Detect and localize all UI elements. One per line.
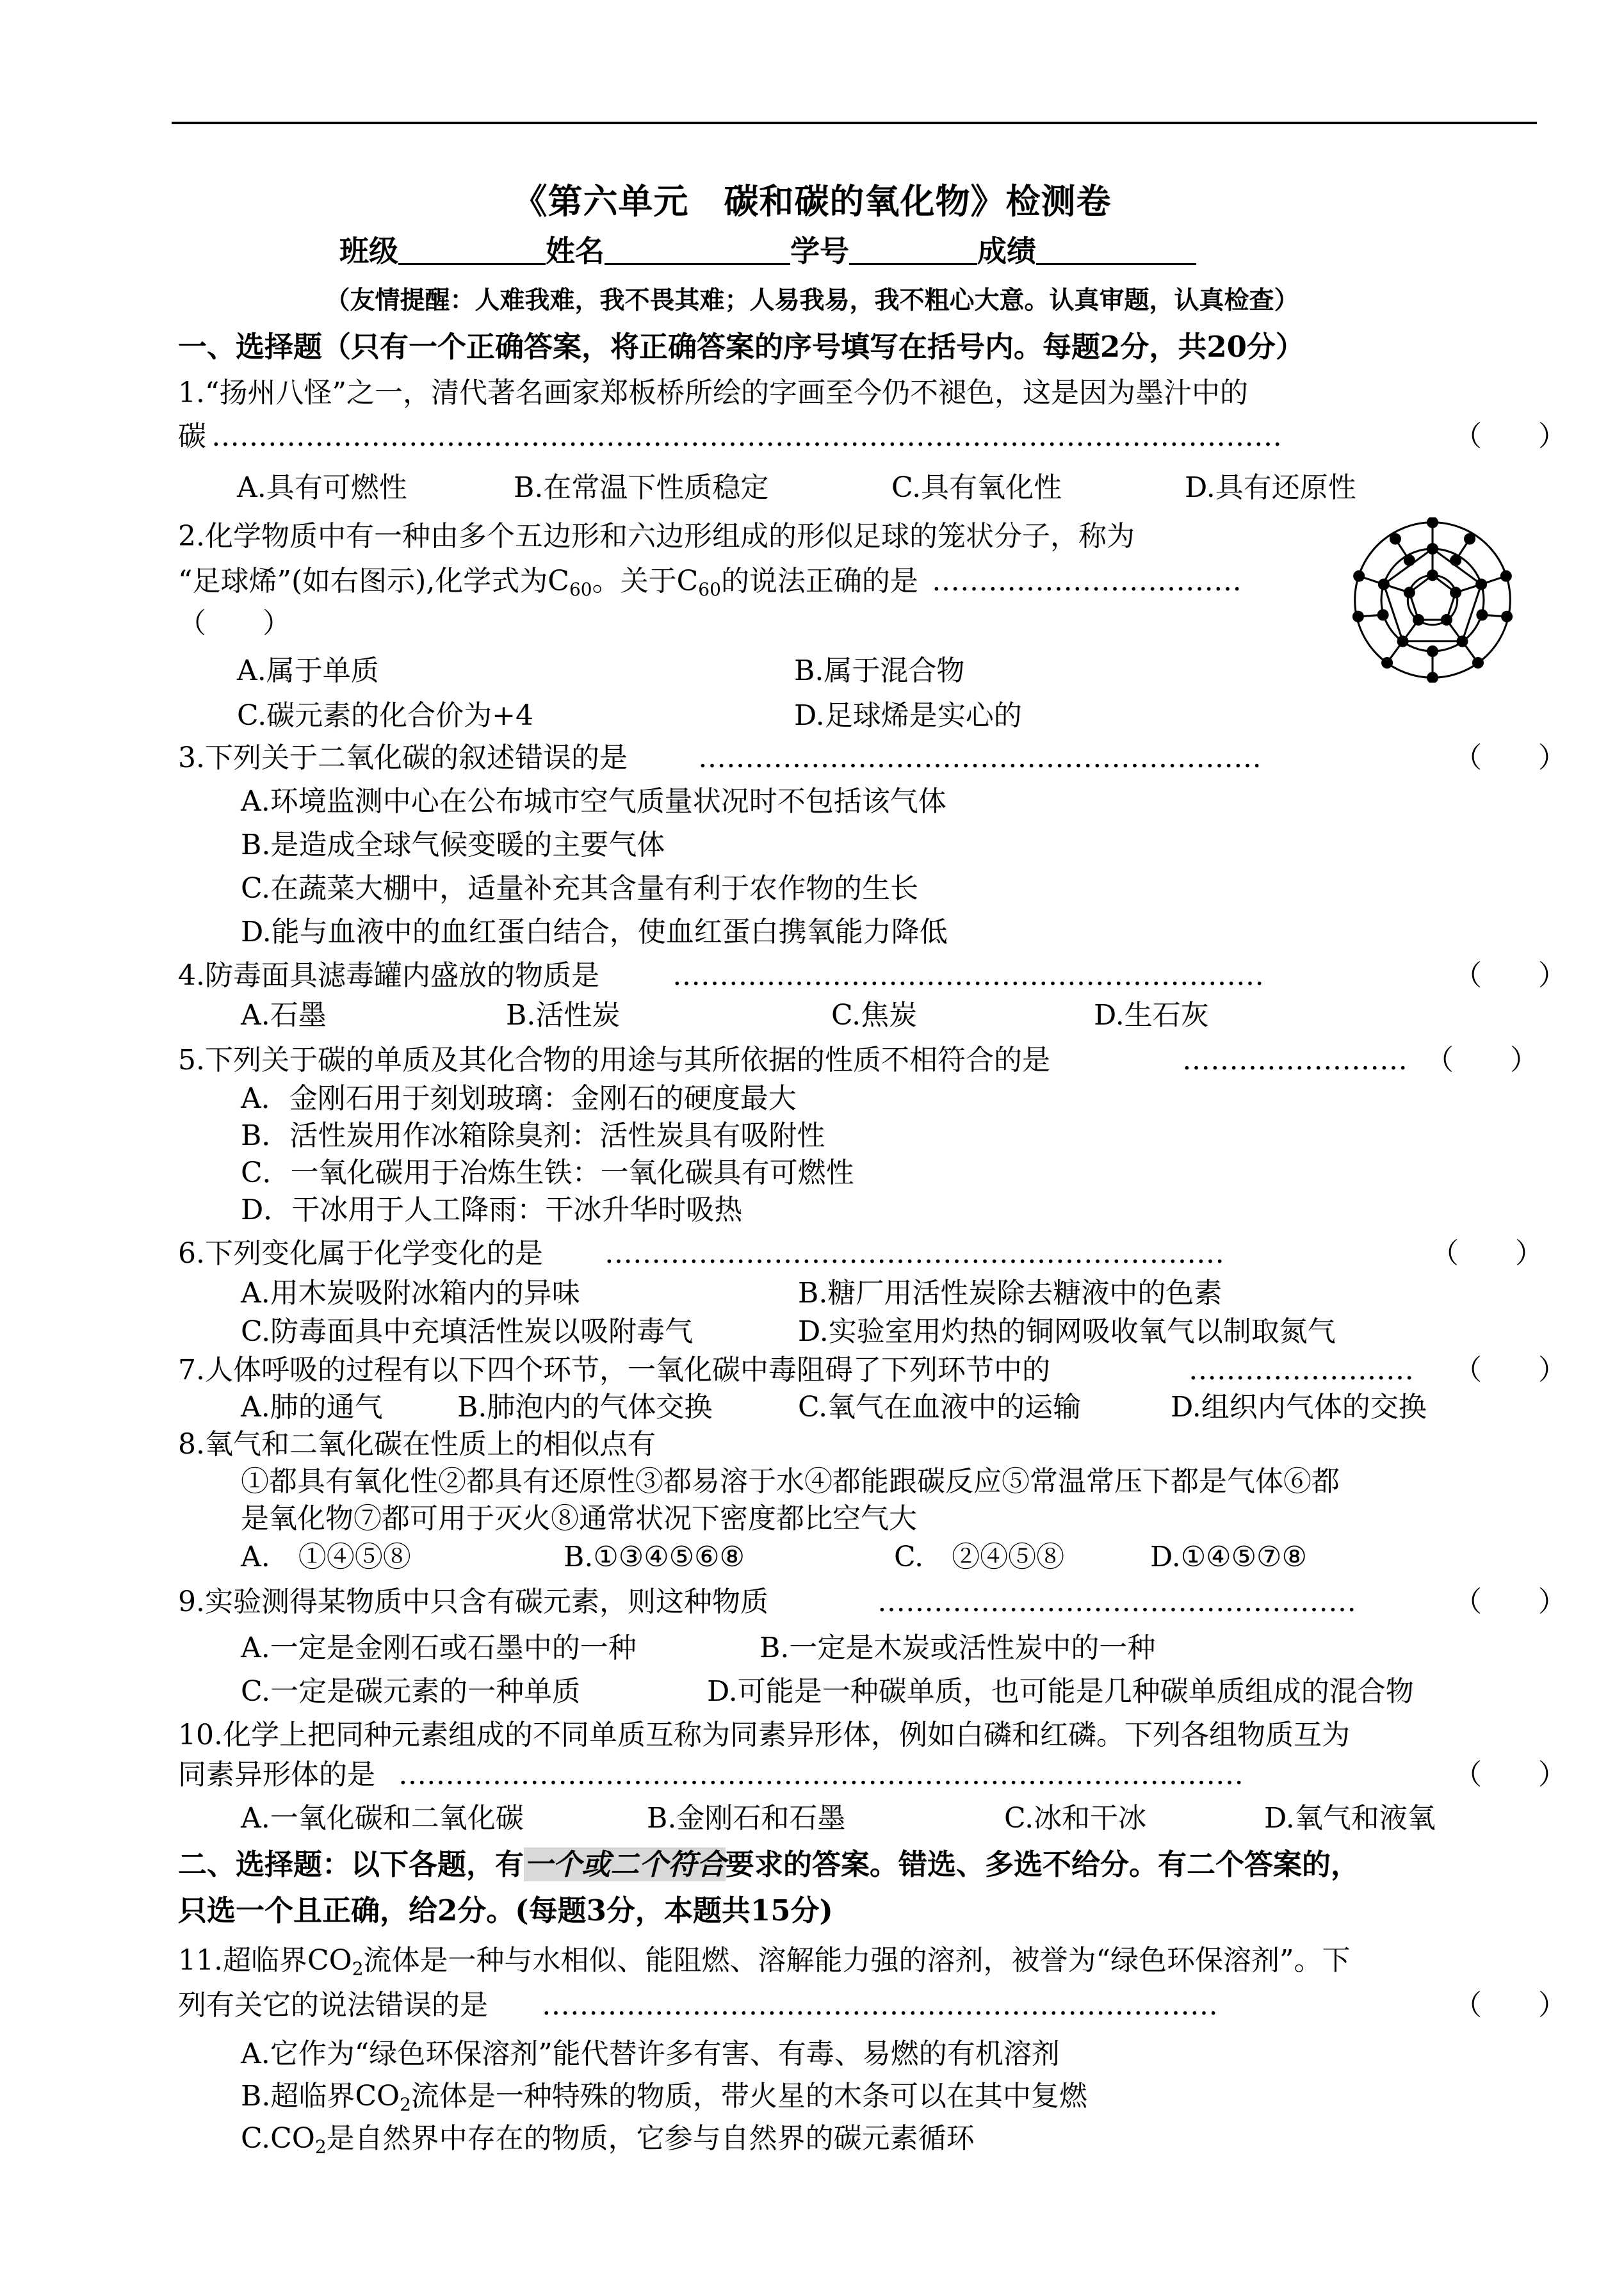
q8-option-c: C. ②④⑤⑧ — [894, 1541, 1065, 1573]
q4-stem: 4.防毒面具滤毒罐内盛放的物质是 — [178, 959, 599, 992]
q2-option-d: D.足球烯是实心的 — [794, 699, 1022, 732]
score-blank[interactable] — [1036, 235, 1196, 265]
q5-option-c: C．一氧化碳用于冶炼生铁：一氧化碳具有可燃性 — [241, 1156, 854, 1189]
q1-answer-blank[interactable]: （ ） — [1454, 420, 1566, 453]
q2-text-b: 。关于C — [592, 565, 699, 597]
q3-option-b: B.是造成全球气候变暖的主要气体 — [241, 829, 665, 861]
q9-option-b: B.一定是木炭或活性炭中的一种 — [759, 1632, 1156, 1664]
q6-option-d: D.实验室用灼热的铜网吸收氧气以制取氮气 — [798, 1315, 1336, 1348]
q4-option-a: A.石墨 — [241, 999, 327, 1032]
section-2-highlight: 一个或二个符合 — [524, 1847, 726, 1881]
q11-option-c — [241, 2121, 975, 2165]
q5-answer-blank[interactable]: （ ） — [1425, 1044, 1538, 1076]
q1-option-a: A.具有可燃性 — [237, 471, 407, 504]
q10-option-a: A.一氧化碳和二氧化碳 — [241, 1802, 524, 1835]
q11-text-b: 流体是一种与水相似、能阻燃、溶解能力强的溶剂，被誉为“绿色环保溶剂”。下 — [363, 1944, 1351, 1977]
q9-option-c: C.一定是碳元素的一种单质 — [241, 1675, 581, 1708]
q3-stem: 3.下列关于二氧化碳的叙述错误的是 — [178, 742, 628, 774]
q9-option-a: A.一定是金刚石或石墨中的一种 — [241, 1632, 637, 1664]
q2-stem-line1: 2.化学物质中有一种由多个五边形和六边形组成的形似足球的笼状分子，称为 — [178, 520, 1135, 553]
q3-option-c: C.在蔬菜大棚中，适量补充其含量有利于农作物的生长 — [241, 872, 919, 905]
q4-answer-blank[interactable]: （ ） — [1454, 959, 1566, 992]
class-blank[interactable] — [398, 235, 546, 265]
q8-statements-line1: ①都具有氧化性②都具有还原性③都易溶于水④都能跟碳反应⑤常温常压下都是气体⑥都 — [241, 1465, 1340, 1498]
q10-answer-blank[interactable]: （ ） — [1454, 1758, 1566, 1791]
section-2-text-1: 二、选择题：以下各题，有 — [178, 1847, 524, 1881]
q11-option-a: A.它作为“绿色环保溶剂”能代替许多有害、有毒、易燃的有机溶剂 — [241, 2038, 1060, 2070]
q6-answer-blank[interactable]: （ ） — [1431, 1237, 1543, 1270]
q11-leader-dots: ……………………………………………………………… — [542, 1989, 1218, 2022]
q2-option-b: B.属于混合物 — [794, 654, 965, 687]
q9-leader-dots: …………………………………………… — [877, 1585, 1356, 1618]
page-title: 《第六单元 碳和碳的氧化物》检测卷 — [512, 181, 1112, 222]
q2-leader-dots: …………………………… — [932, 565, 1242, 597]
q5-leader-dots: …………………… — [1182, 1044, 1408, 1076]
class-label: 班级 — [339, 234, 398, 268]
q4-option-d: D.生石灰 — [1094, 999, 1209, 1032]
student-info-line — [339, 228, 1196, 270]
q11-subscript: 2 — [352, 1958, 364, 1979]
q6-leader-dots: ………………………………………………………… — [605, 1237, 1224, 1270]
q3-option-d: D.能与血液中的血红蛋白结合，使血红蛋白携氧能力降低 — [241, 916, 948, 948]
q1-stem-line1: 1.“扬州八怪”之一，清代著名画家郑板桥所绘的字画至今仍不褪色，这是因为墨汁中的 — [178, 377, 1248, 409]
name-label: 姓名 — [546, 234, 605, 268]
q2-answer-blank[interactable]: （ ） — [178, 607, 291, 640]
q9-stem: 9.实验测得某物质中只含有碳元素，则这种物质 — [178, 1585, 768, 1618]
q7-leader-dots: …………………… — [1189, 1354, 1414, 1386]
q5-option-d: D．干冰用于人工降雨：干冰升华时吸热 — [241, 1194, 743, 1226]
q7-stem: 7.人体呼吸的过程有以下四个环节，一氧化碳中毒阻碍了下列环节中的 — [178, 1354, 1050, 1386]
number-label: 学号 — [790, 234, 849, 268]
q11-option-c-subscript: 2 — [314, 2136, 327, 2157]
q10-leader-dots: ……………………………………………………………………………… — [398, 1758, 1244, 1791]
q11-stem-line1 — [178, 1943, 1351, 1987]
q7-option-d: D.组织内气体的交换 — [1171, 1391, 1427, 1423]
q5-option-b: B．活性炭用作冰箱除臭剂：活性炭具有吸附性 — [241, 1119, 825, 1152]
q11-option-b-text-1: B.超临界CO — [241, 2080, 400, 2113]
q2-subscript-2: 60 — [698, 579, 721, 600]
q1-stem-line2: 碳 — [178, 420, 206, 453]
q8-option-d: D.①④⑤⑦⑧ — [1150, 1541, 1307, 1573]
q10-stem-line2: 同素异形体的是 — [178, 1758, 375, 1791]
score-label: 成绩 — [977, 234, 1036, 268]
q8-statements-line2: 是氧化物⑦都可用于灭火⑧通常状况下密度都比空气大 — [241, 1502, 917, 1535]
q3-leader-dots: …………………………………………………… — [698, 742, 1262, 774]
friendly-reminder: （友情提醒：人难我难，我不畏其难；人易我易，我不粗心大意。认真审题，认真检查） — [325, 286, 1299, 315]
q9-option-d: D.可能是一种碳单质，也可能是几种碳单质组成的混合物 — [707, 1675, 1414, 1708]
q1-option-b: B.在常温下性质稳定 — [514, 471, 769, 504]
q5-stem: 5.下列关于碳的单质及其化合物的用途与其所依据的性质不相符合的是 — [178, 1044, 1050, 1076]
q2-stem-line2 — [178, 564, 918, 608]
q10-option-b: B.金刚石和石墨 — [647, 1802, 846, 1835]
q4-option-c: C.焦炭 — [831, 999, 918, 1032]
q1-option-d: D.具有还原性 — [1185, 471, 1356, 504]
header-rule — [172, 122, 1537, 124]
q3-answer-blank[interactable]: （ ） — [1454, 742, 1566, 774]
section-2-text-2: 要求的答案。错选、多选不给分。有二个答案的， — [726, 1847, 1360, 1881]
q10-option-c: C.冰和干冰 — [1004, 1802, 1147, 1835]
number-blank[interactable] — [849, 235, 977, 265]
q10-stem-line1: 10.化学上把同种元素组成的不同单质互称为同素异形体，例如白磷和红磷。下列各组物质互为 — [178, 1719, 1350, 1751]
q3-option-a: A.环境监测中心在公布城市空气质量状况时不包括该气体 — [241, 785, 946, 818]
name-blank[interactable] — [605, 235, 790, 265]
section-2-heading-line2: 只选一个且正确，给2分。(每题3分，本题共15分) — [178, 1894, 833, 1927]
q11-option-c-text-2: 是自然界中存在的物质，它参与自然界的碳元素循环 — [326, 2122, 975, 2155]
q6-option-a: A.用木炭吸附冰箱内的异味 — [241, 1277, 580, 1310]
q11-option-c-text-1: C.CO — [241, 2122, 315, 2155]
buckyball-figure — [1350, 517, 1515, 683]
q1-option-c: C.具有氧化性 — [891, 471, 1062, 504]
q8-option-a: A. ①④⑤⑧ — [241, 1541, 411, 1573]
q7-option-a: A.肺的通气 — [241, 1391, 383, 1423]
q11-answer-blank[interactable]: （ ） — [1454, 1989, 1566, 2022]
q4-option-b: B.活性炭 — [506, 999, 621, 1032]
q7-option-b: B.肺泡内的气体交换 — [457, 1391, 713, 1423]
section-2-heading-line1 — [178, 1847, 1360, 1883]
q7-answer-blank[interactable]: （ ） — [1454, 1354, 1566, 1386]
q2-option-c: C.碳元素的化合价为+4 — [237, 699, 533, 732]
q7-option-c: C.氧气在血液中的运输 — [798, 1391, 1082, 1423]
q2-text-a: “足球烯”(如右图示),化学式为C — [178, 565, 569, 597]
q1-leader-dots: …………………………………………………………………………………………………… — [211, 420, 1282, 453]
q9-answer-blank[interactable]: （ ） — [1454, 1585, 1566, 1618]
q2-option-a: A.属于单质 — [237, 654, 379, 687]
section-1-heading: 一、选择题（只有一个正确答案，将正确答案的序号填写在括号内。每题2分，共20分） — [178, 330, 1304, 364]
q6-stem: 6.下列变化属于化学变化的是 — [178, 1237, 543, 1270]
q11-option-b-subscript: 2 — [400, 2094, 411, 2115]
q2-subscript-1: 60 — [569, 579, 592, 600]
q11-stem-line2: 列有关它的说法错误的是 — [178, 1989, 488, 2022]
q5-option-a: A．金刚石用于刻划玻璃：金刚石的硬度最大 — [241, 1082, 797, 1115]
q8-stem: 8.氧气和二氧化碳在性质上的相似点有 — [178, 1428, 656, 1461]
q11-option-b-text-2: 流体是一种特殊的物质，带火星的木条可以在其中复燃 — [410, 2080, 1087, 2113]
q11-text-a: 11.超临界CO — [178, 1944, 352, 1977]
q11-option-b — [241, 2079, 1087, 2123]
q10-option-d: D.氧气和液氧 — [1264, 1802, 1436, 1835]
q6-option-c: C.防毒面具中充填活性炭以吸附毒气 — [241, 1315, 694, 1348]
q6-option-b: B.糖厂用活性炭除去糖液中的色素 — [798, 1277, 1222, 1310]
q8-option-b: B.①③④⑤⑥⑧ — [564, 1541, 745, 1573]
q4-leader-dots: ……………………………………………………… — [672, 959, 1264, 992]
q2-text-c: 的说法正确的是 — [720, 565, 918, 597]
